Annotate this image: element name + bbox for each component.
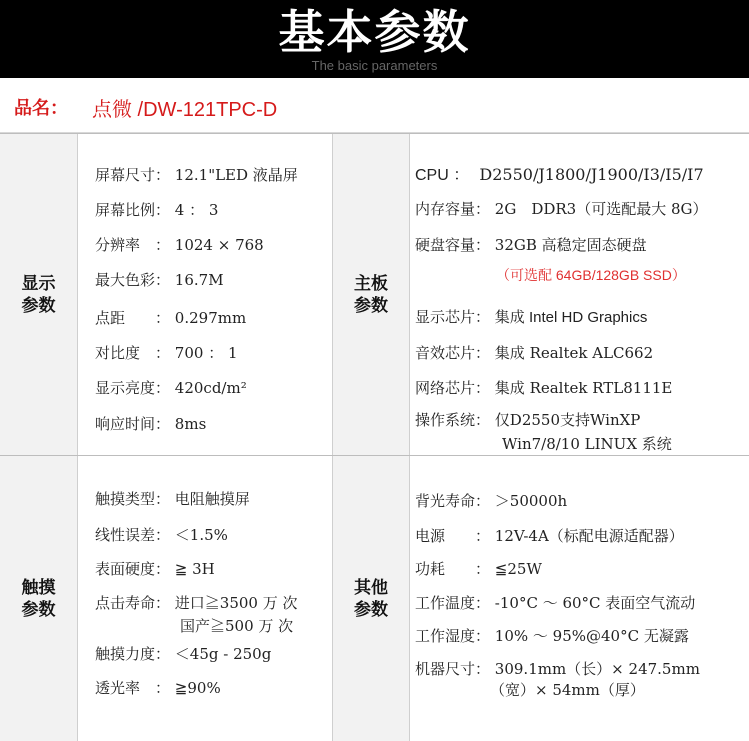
spec-row: （宽）× 54mm（厚） (490, 681, 645, 699)
spec-row-os: 操作系统： 仅D2550支持WinXP (415, 411, 641, 429)
spec-row: 最大色彩： 16.7M (95, 271, 224, 289)
spec-row: 表面硬度： ≧ 3H (95, 560, 215, 578)
spec-row: 透光率 ： ≧90% (95, 679, 221, 697)
section-touch-other (0, 455, 749, 741)
spec-row: 屏幕比例： 4 ： 3 (95, 201, 219, 219)
spec-row: 触摸类型： 电阻触摸屏 (95, 490, 250, 508)
spec-row: 点距 ： 0.297mm (95, 309, 247, 327)
spec-row-audio: 音效芯片： 集成 Realtek ALC662 (415, 344, 654, 362)
page-title: 基本参数 (278, 5, 471, 59)
product-value: 点微 /DW-121TPC-D (92, 99, 278, 121)
mainboard-label-cell (332, 134, 410, 455)
spec-row: 显示亮度： 420cd/m² (95, 379, 247, 397)
disk-option-note: （可选配 64GB/128GB SSD） (496, 267, 686, 283)
spec-row: 点击寿命： 进口≧3500 万 次 (95, 594, 298, 612)
section-display-mainboard (0, 133, 749, 455)
spec-row: 机器尺寸： 309.1mm（长）× 247.5mm (415, 660, 700, 678)
spec-row-memory: 内存容量： 2G DDR3（可选配最大 8G） (415, 200, 708, 218)
spec-row-network: 网络芯片： 集成 Realtek RTL8111E (415, 379, 673, 397)
spec-row: 对比度 ： 700 ： 1 (95, 344, 238, 362)
product-label: 品名： (14, 98, 68, 119)
touch-label-cell (0, 456, 78, 741)
spec-row-gpu: 显示芯片： 集成 Intel HD Graphics (415, 308, 648, 326)
spec-row: 触摸力度： ＜45g - 250g (95, 645, 272, 663)
spec-row: 背光寿命： ＞50000h (415, 492, 568, 510)
header-banner (0, 0, 749, 78)
spec-row: 国产≧500 万 次 (180, 617, 294, 635)
spec-row: 功耗 ： ≦25W (415, 560, 542, 578)
page-subtitle: The basic parameters (311, 58, 438, 73)
spec-row-os-cont: Win7/8/10 LINUX 系统 (502, 435, 672, 453)
spec-row: 线性误差： ＜1.5% (95, 526, 228, 544)
other-label-cell (332, 456, 410, 741)
spec-row-disk: 硬盘容量： 32GB 高稳定固态硬盘 (415, 236, 647, 254)
display-label-cell (0, 134, 78, 455)
spec-row: 工作湿度： 10% ～ 95%@40°C 无凝露 (415, 627, 689, 645)
spec-row: 屏幕尺寸： 12.1"LED 液晶屏 (95, 166, 298, 184)
spec-row: 工作温度： -10°C ～ 60°C 表面空气流动 (415, 594, 696, 612)
spec-row-cpu: CPU ： D2550/J1800/J1900/I3/I5/I7 (415, 165, 704, 184)
touch-label: 触摸参数 (21, 577, 56, 620)
product-row (0, 78, 749, 133)
mainboard-label: 主板参数 (354, 273, 388, 316)
spec-row: 分辨率 ： 1024 × 768 (95, 236, 264, 254)
other-label: 其他参数 (354, 577, 388, 620)
spec-row: 电源 ： 12V-4A（标配电源适配器） (415, 527, 684, 545)
display-label: 显示参数 (21, 273, 56, 316)
spec-row: 响应时间： 8ms (95, 415, 207, 433)
